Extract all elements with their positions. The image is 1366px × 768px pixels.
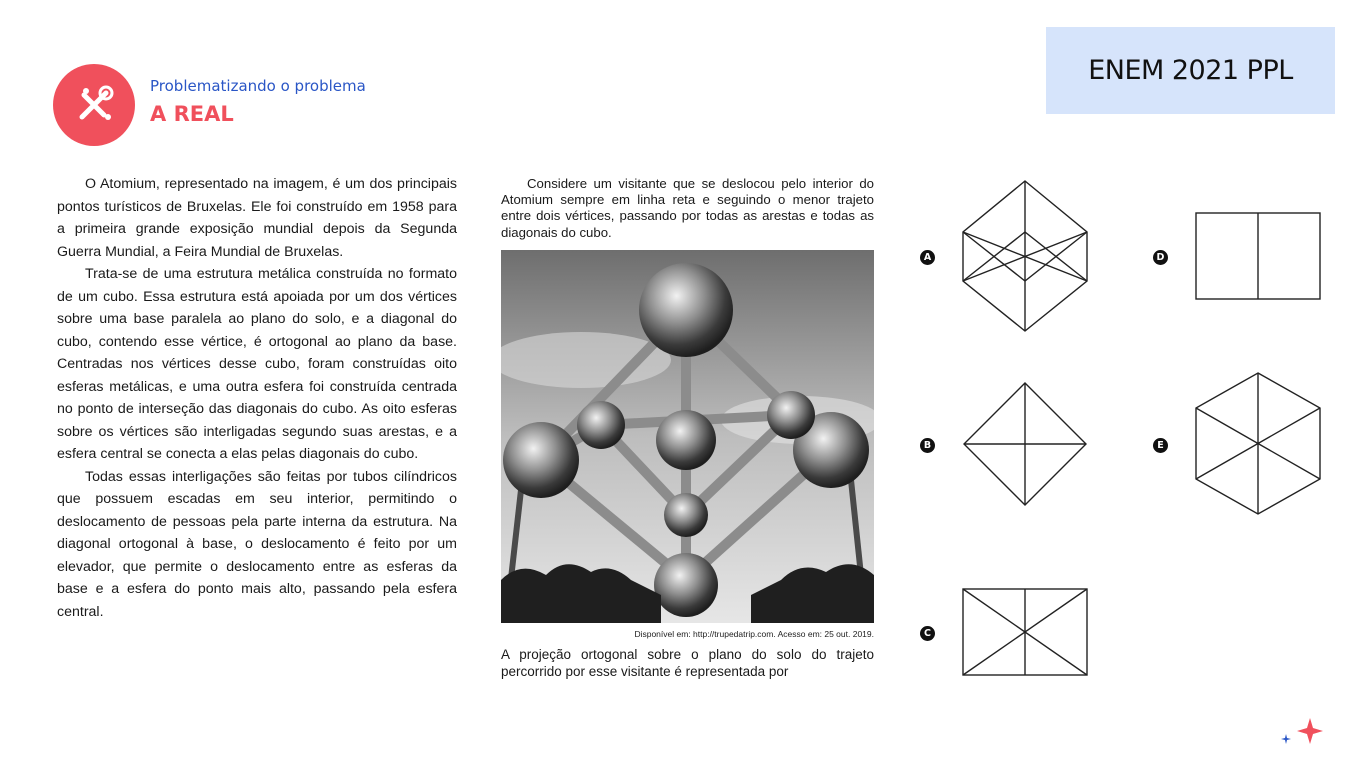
option-d-figure[interactable] [1195,212,1321,300]
atomium-photo [501,250,874,623]
option-e-figure[interactable] [1193,372,1323,516]
section-title: A REAL [150,102,234,126]
option-b-figure[interactable] [962,382,1088,506]
paragraph-3: Todas essas interligações são feitas por tubos cilíndricos que possuem escadas em seu interior, permitindo o deslocamento de pessoas pela parte interna da estrutura. Na diagonal ortogonal à base, o deslocamento é feito por um elevador, que permite o deslocamento entre as esferas da base e a esfera do ponto mais alto, passando pela esfera central. [57,468,457,620]
option-a-figure[interactable] [960,180,1090,332]
photo-caption: Disponível em: http://trupedatrip.com. Acesso em: 25 out. 2019. [634,629,874,639]
option-c-label[interactable]: C [920,626,935,641]
paragraph-1: O Atomium, representado na imagem, é um dos principais pontos turísticos de Bruxelas. Ele foi construído em 1958 para a primeira grande exposição mundial depois da Segunda Guerra Mundial, a Feira Mundial de Bruxelas. [57,176,457,260]
exam-badge: ENEM 2021 PPL [1046,27,1335,114]
sparkle-icon [1276,716,1326,752]
option-b-label[interactable]: B [920,438,935,453]
scenario-text: Considere um visitante que se deslocou pelo interior do Atomium sempre em linha reta e seguindo o menor trajeto entre dois vértices, passando por todas as arestas e todas as diagonais do cubo. [501,176,874,240]
logo-badge [53,64,135,146]
option-d-label[interactable]: D [1153,250,1168,265]
intro-text-column [57,173,457,623]
tools-icon [70,81,118,129]
option-e-label[interactable]: E [1153,438,1168,453]
question-text: A projeção ortogonal sobre o plano do solo do trajeto percorrido por esse visitante é representada por [501,647,874,679]
option-c-figure[interactable] [962,588,1088,676]
option-a-label[interactable]: A [920,250,935,265]
paragraph-2: Trata-se de uma estrutura metálica construída no formato de um cubo. Essa estrutura está apoiada por um dos vértices sobre uma base paralela ao plano do solo, e a diagonal do cubo, contendo esse vértice, é ortogonal ao plano da base. Centradas nos vértices desse cubo, foram construídas oito esferas metálicas, e uma outra esfera foi construída centrada no ponto de interseção das diagonais do cubo. As oito esferas sobre os vértices são interligadas segundo suas arestas, e a esfera central se conecta a elas pelas diagonais do cubo. [57,266,457,462]
section-subtitle: Problematizando o problema [150,77,366,95]
